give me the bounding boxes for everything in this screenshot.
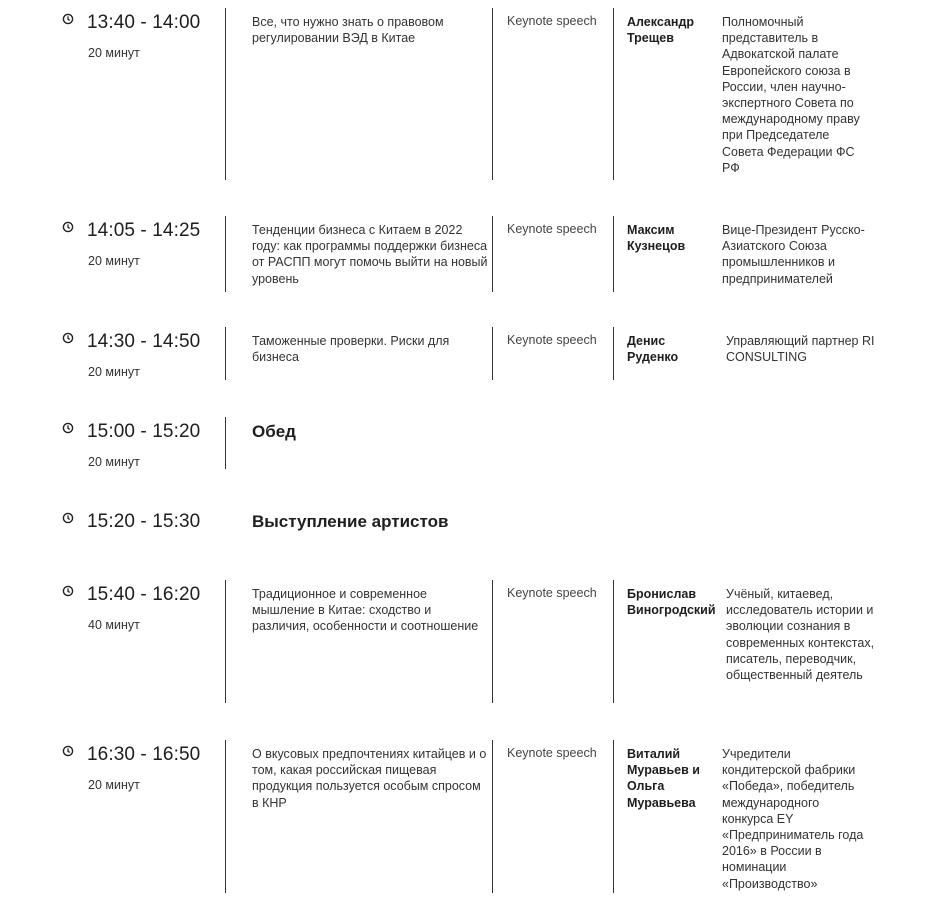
column-divider (492, 216, 493, 292)
session-time: 14:30 - 14:50 (87, 331, 201, 352)
column-divider (225, 327, 226, 380)
column-divider (613, 8, 614, 180)
session-time: 15:40 - 16:20 (87, 584, 201, 605)
session-type: Keynote speech (507, 222, 597, 236)
speaker-name: Максим Кузнецов (627, 223, 686, 254)
column-divider (613, 580, 614, 703)
clock-icon (62, 585, 74, 597)
session-type: Keynote speech (507, 333, 597, 347)
session-time: 16:30 - 16:50 (87, 744, 201, 765)
column-divider (613, 216, 614, 292)
session-time: 15:00 - 15:20 (87, 421, 201, 442)
column-divider (492, 740, 493, 893)
speaker-description: Вице-Президент Русско-Азиатского Союза промышленников и предпринимателей (722, 223, 865, 286)
session-type: Keynote speech (507, 586, 597, 600)
session-duration: 20 минут (88, 455, 140, 469)
speaker-description: Учёный, китаевед, исследователь истории и эволюции сознания в современных контекстах, писатель, переводчик, общественный деятель (726, 587, 875, 683)
column-divider (225, 740, 226, 893)
clock-icon (62, 332, 74, 344)
speaker-description: Учредители кондитерской фабрики «Победа», победитель международного конкурса EY «Предприниматель года 2016» в России в номинации «Производство» (722, 747, 864, 891)
session-topic: О вкусовых предпочтениях китайцев и о том, какая российская пищевая продукция пользуется особым спросом в КНР (252, 747, 487, 810)
session-time: 14:05 - 14:25 (87, 220, 201, 241)
speaker-name: Виталий Муравьев и Ольга Муравьева (627, 747, 700, 810)
session-type: Keynote speech (507, 14, 597, 28)
session-topic: Традиционное и современное мышление в Китае: сходство и различия, особенности и соотношение (252, 587, 479, 634)
speaker-description: Полномочный представитель в Адвокатской палате Европейского союза в России, член научно-экспертного Совета по международному праву при Председателе Совета Федерации ФС РФ (722, 15, 860, 175)
column-divider (613, 327, 614, 380)
speaker-name: Денис Руденко (627, 334, 679, 365)
column-divider (492, 327, 493, 380)
speaker-name: Бронислав Виногродский (627, 587, 716, 618)
session-duration: 20 минут (88, 254, 140, 268)
clock-icon (62, 13, 74, 25)
clock-icon (62, 512, 74, 524)
session-duration: 20 минут (88, 778, 140, 792)
session-time: 15:20 - 15:30 (87, 511, 201, 532)
column-divider (225, 580, 226, 703)
column-divider (492, 580, 493, 703)
column-divider (492, 8, 493, 180)
column-divider (225, 8, 226, 180)
session-topic: Все, что нужно знать о правовом регулировании ВЭД в Китае (252, 15, 444, 46)
session-title: Обед (252, 422, 296, 441)
clock-icon (62, 221, 74, 233)
session-type: Keynote speech (507, 746, 597, 760)
clock-icon (62, 745, 74, 757)
session-time: 13:40 - 14:00 (87, 12, 201, 33)
column-divider (225, 417, 226, 469)
session-topic: Тенденции бизнеса с Китаем в 2022 году: как программы поддержки бизнеса от РАСПП могут помочь выйти на новый уровень (252, 223, 488, 286)
clock-icon (62, 422, 74, 434)
session-duration: 20 минут (88, 46, 140, 60)
column-divider (225, 216, 226, 292)
speaker-name: Александр Трещев (627, 15, 695, 46)
session-duration: 20 минут (88, 365, 140, 379)
speaker-description: Управляющий партнер RI CONSULTING (726, 334, 875, 365)
session-topic: Таможенные проверки. Риски для бизнеса (252, 334, 450, 365)
column-divider (613, 740, 614, 893)
session-title: Выступление артистов (252, 512, 449, 531)
session-duration: 40 минут (88, 618, 140, 632)
